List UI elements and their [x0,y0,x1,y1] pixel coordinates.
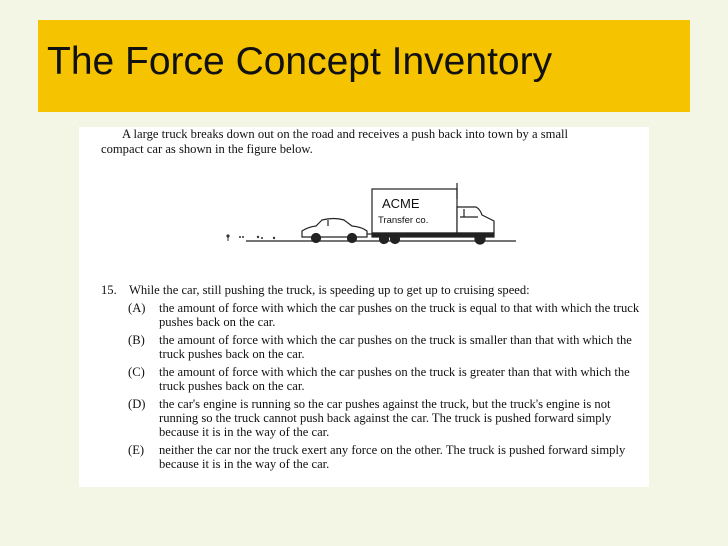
car-shape [302,219,372,243]
question-stem [101,283,646,297]
truck-shape [372,183,494,244]
truck-label-acme: ACME [382,196,420,211]
option-text: the amount of force with which the car pushes on the truck is smaller than that with which the truck pushes back on the car. [159,333,632,361]
question-number: 15. [101,283,117,297]
exhaust-puffs [226,234,275,241]
question-15 [101,283,646,475]
car-pushing-truck-figure [224,179,524,249]
option-letter: (B) [128,333,145,347]
intro-line-2: compact car as shown in the figure below. [101,141,313,156]
option-text: neither the car nor the truck exert any force on the other. The truck is pushed forward simply because it is in the way of the car. [159,443,626,471]
slide-title: The Force Concept Inventory [47,40,553,83]
intro-line-1: A large truck breaks down out on the road and receives a push back into town by a small [122,127,569,141]
option-text: the amount of force with which the car pushes on the truck is greater than that with which the truck pushes back on the car. [159,365,630,393]
truck-label-transfer: Transfer co. [378,215,429,226]
option-letter: (E) [128,443,145,457]
option-text: the car's engine is running so the car pushes against the truck, but the truck's engine is not running so the truck cannot push back against the car. The truck is pushed forward simply because it is in the way of the car. [159,397,612,439]
option-letter: (C) [128,365,145,379]
question-text: While the car, still pushing the truck, is speeding up to get up to cruising speed: [129,283,530,297]
option-d [128,397,646,439]
question-intro [101,127,641,156]
scanned-document [79,127,649,487]
option-a [128,301,646,329]
option-letter: (D) [128,397,146,411]
option-b [128,333,646,361]
option-c [128,365,646,393]
option-e [128,443,646,471]
option-letter: (A) [128,301,146,315]
option-text: the amount of force with which the car pushes on the truck is equal to that with which the truck pushes back on the car. [159,301,640,329]
